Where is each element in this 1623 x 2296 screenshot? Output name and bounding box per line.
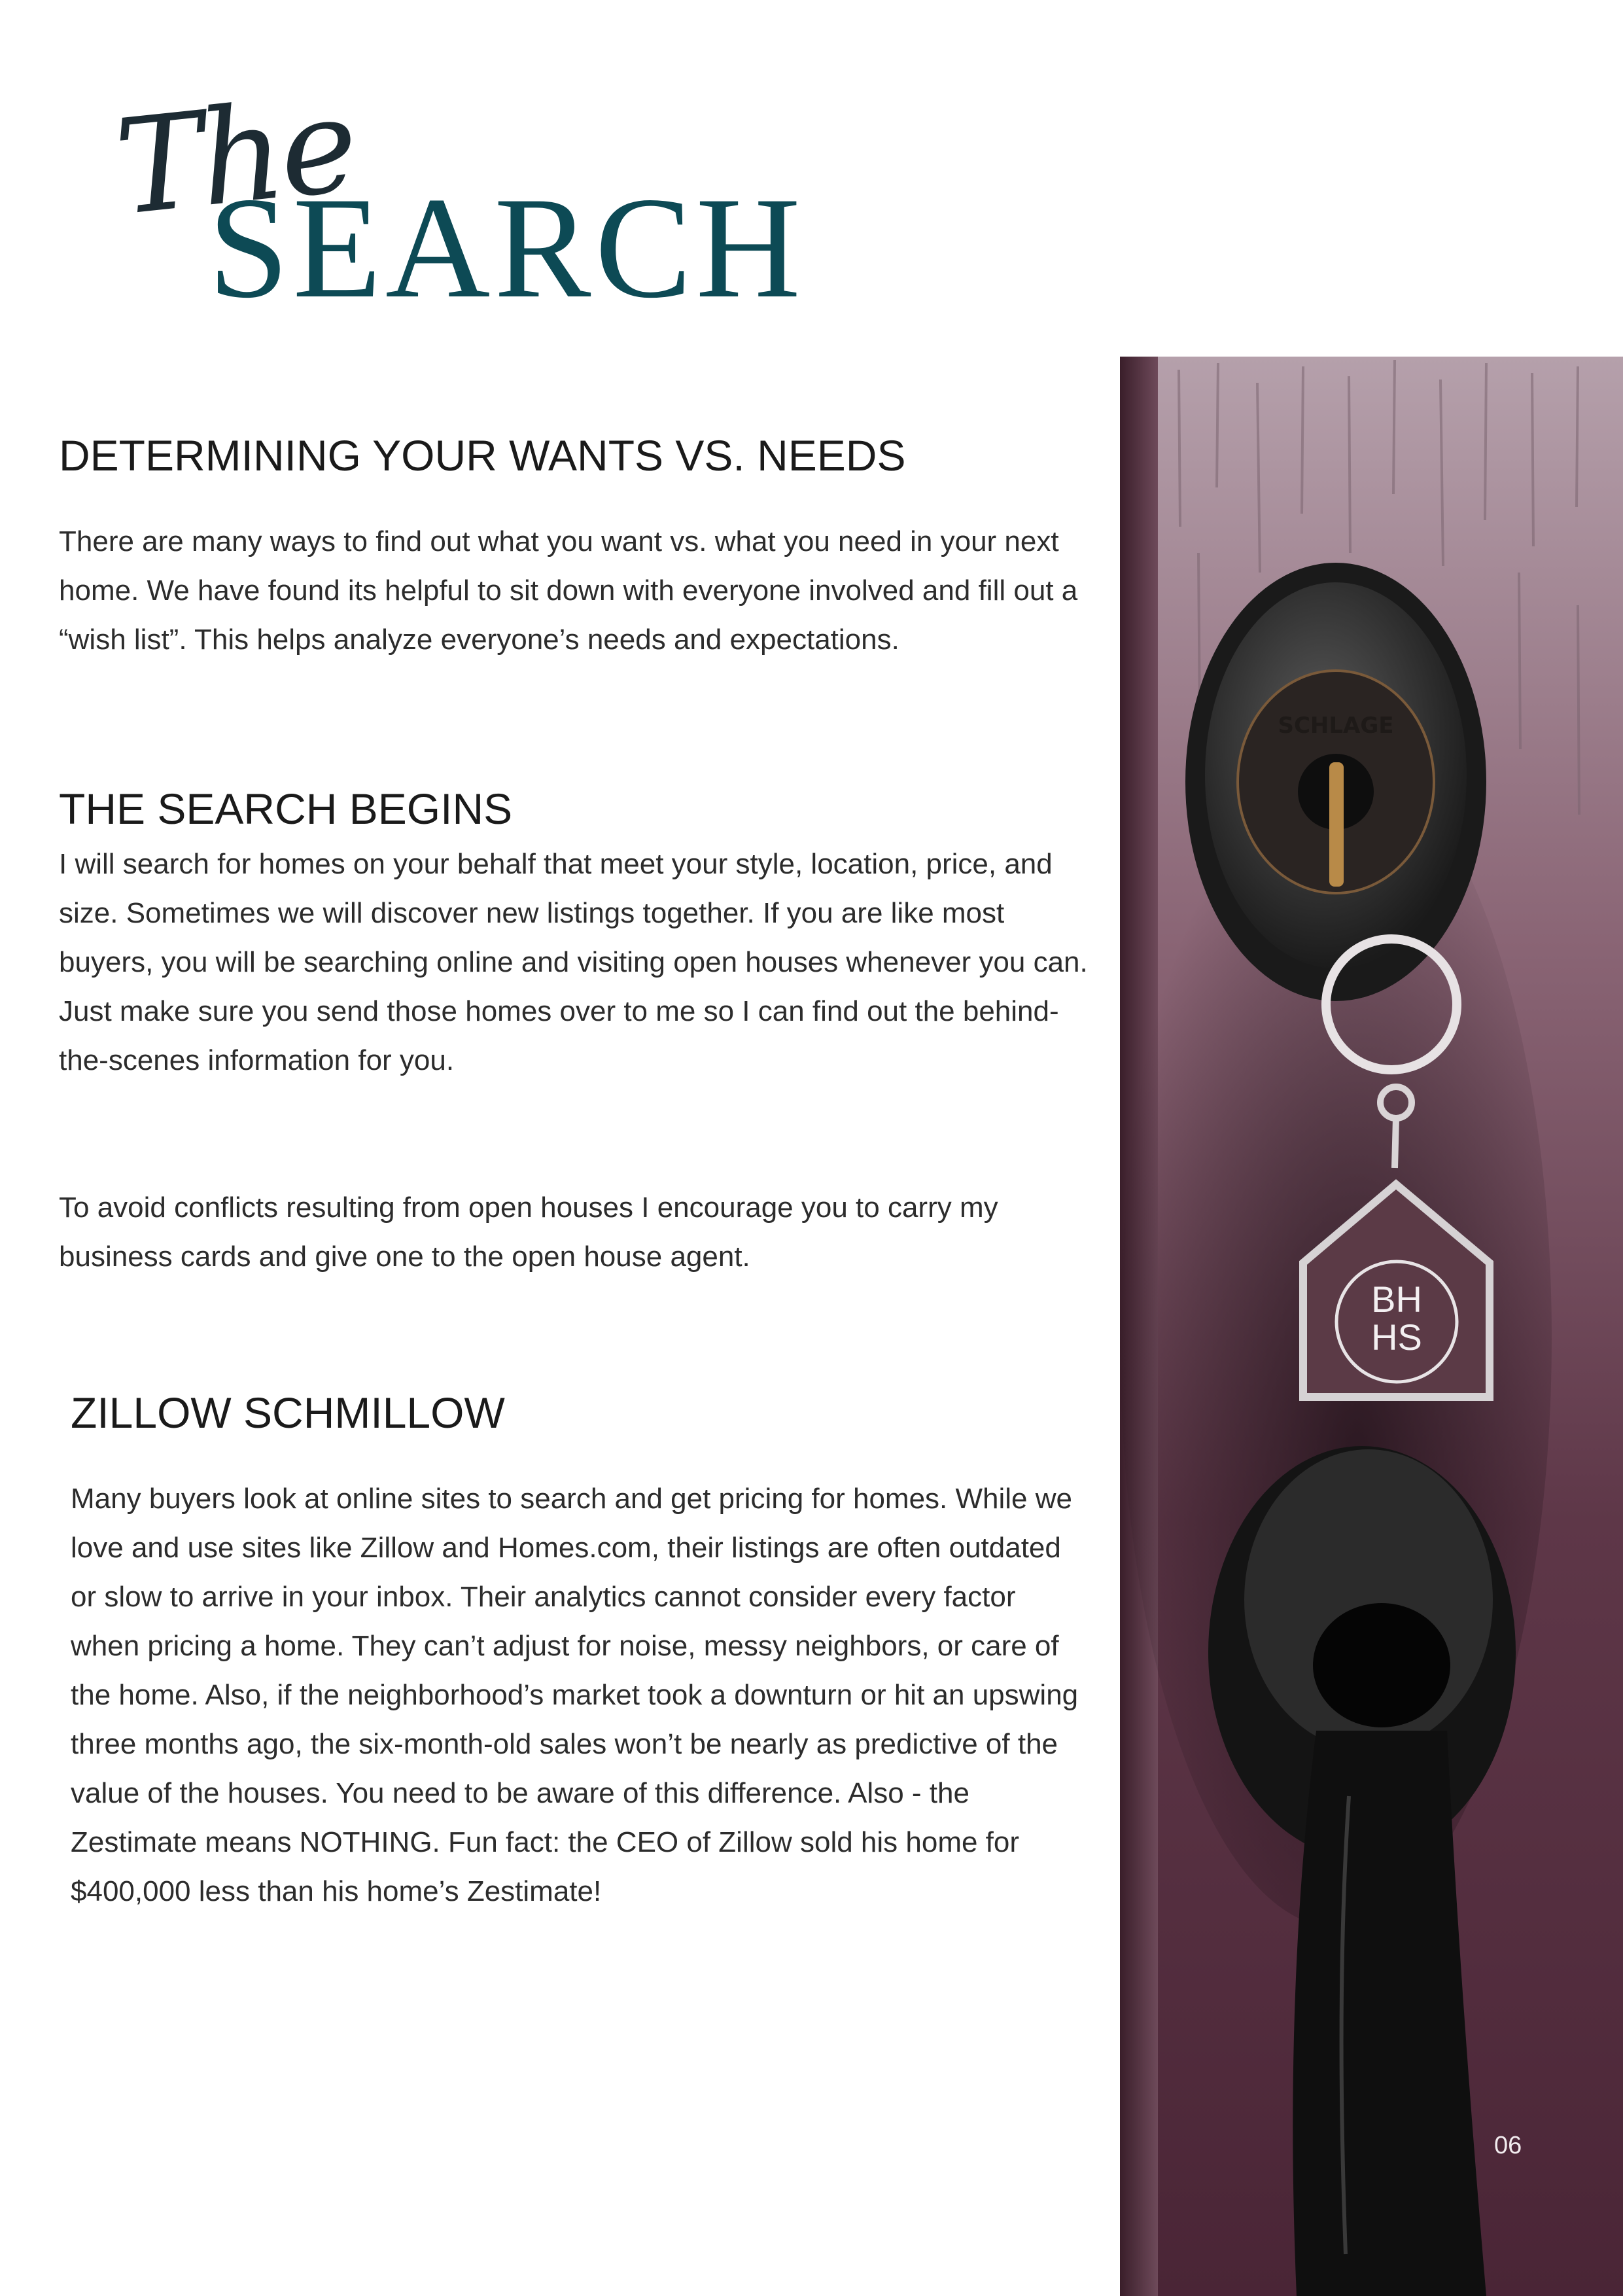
body-search-begins: I will search for homes on your behalf that meet your style, location, price, and size. Sometimes we will discover new listings together. If you are like most buyers, you will be searching online and visiting open houses whenever you can. Just make sure you send those homes over to me so I can find out the behind-the-scenes information for you. <box>59 848 1088 1076</box>
heading-wants-needs: DETERMINING YOUR WANTS VS. NEEDS <box>59 431 906 480</box>
door-lock-photo <box>1120 357 1623 2296</box>
title-script-word: The <box>109 68 361 245</box>
keychain-monogram-top: BH <box>1371 1279 1422 1320</box>
title-main-word: SEARCH <box>208 168 805 328</box>
body-zillow: Many buyers look at online sites to search and get pricing for homes. While we love and use sites like Zillow and Homes.com, their listings are often outdated or slow to arrive in your inbox. Their analytics cannot consider every factor when pricing a home. They can’t adjust for noise, messy neighbors, or care of the home. Also, if the neighborhood’s market took a downturn or hit an upswing three months ago, the six-month-old sales won’t be nearly as predictive of the value of the houses. You need to be aware of this difference. Also - the Zestimate means NOTHING. Fun fact: the CEO of Zillow sold his home for $400,000 less than his home’s Zestimate! <box>71 1483 1079 1907</box>
heading-zillow: ZILLOW SCHMILLOW <box>71 1388 505 1437</box>
lock-brand-text: SCHLAGE <box>1278 713 1394 739</box>
body-search-begins-open-houses: To avoid conflicts resulting from open houses I encourage you to carry my business cards and give one to the open house agent. <box>59 1192 998 1273</box>
keychain-monogram-bottom: HS <box>1371 1316 1422 1358</box>
page-number: 06 <box>1494 2132 1522 2159</box>
body-wants-needs: There are many ways to find out what you want vs. what you need in your next home. We have found its helpful to sit down with everyone involved and fill out a “wish list”. This helps analyze everyone’s needs and expectations. <box>59 525 1078 656</box>
heading-search-begins: THE SEARCH BEGINS <box>59 785 513 833</box>
